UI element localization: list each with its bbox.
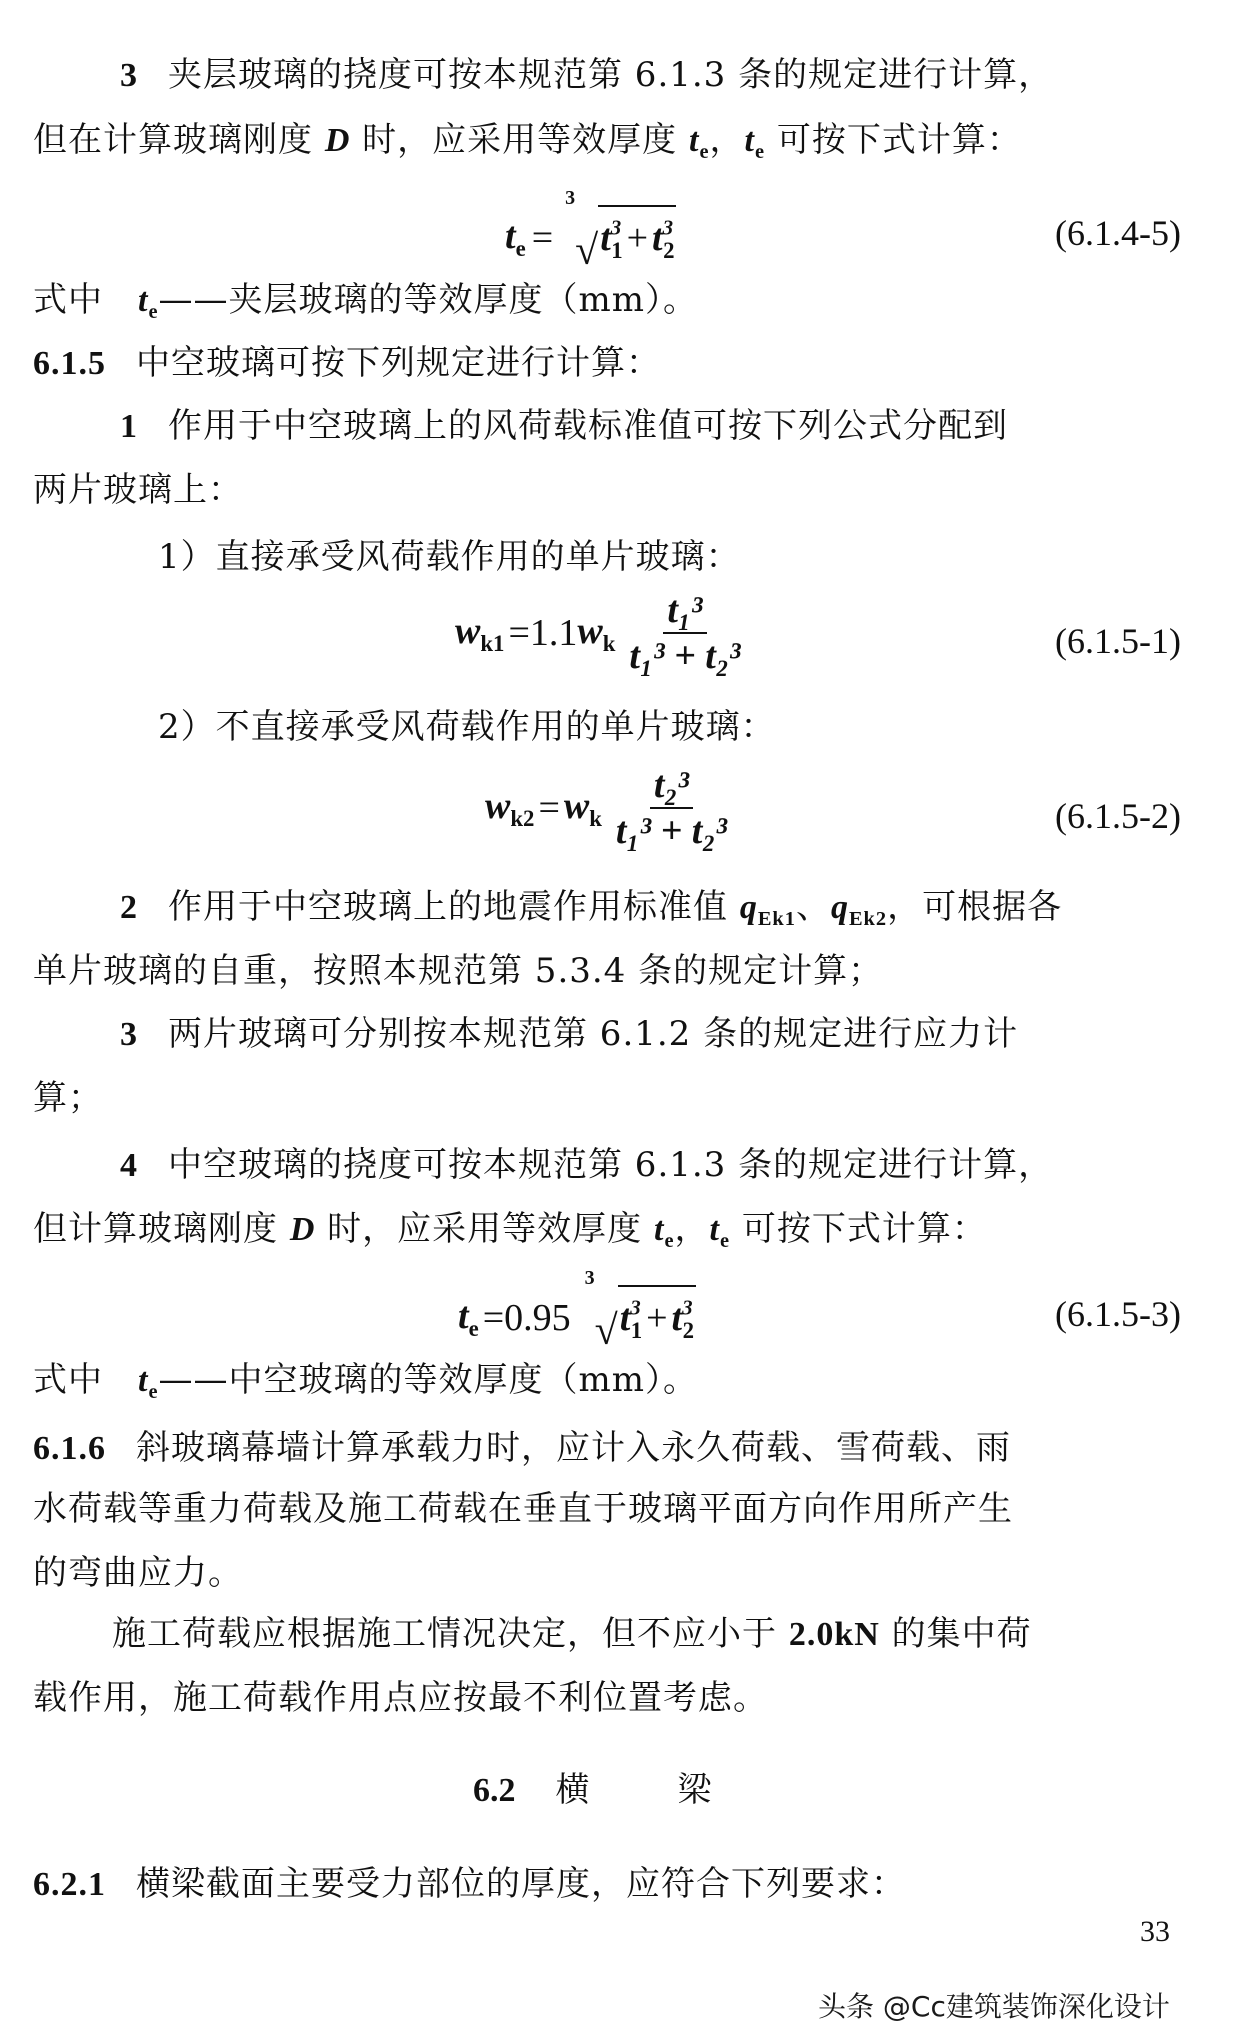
clause-number: 6.1.5	[33, 345, 106, 382]
equation-number: (6.1.5-3)	[1055, 1294, 1181, 1334]
text-segment: 但在计算玻璃刚度	[33, 120, 325, 160]
sub-item-1: 1）直接承受风荷载作用的单片玻璃：	[158, 537, 741, 577]
symbol-D: D	[324, 122, 351, 159]
equation-number: (6.1.5-2)	[1055, 796, 1181, 836]
paragraph-line: 但计算玻璃刚度 D 时，应采用等效厚度 $t_e$，$t_e$ 可按下式计算：	[33, 1209, 987, 1253]
clause-6-1-4-item-3	[120, 55, 1053, 96]
sub-item-2: 2）不直接承受风荷载作用的单片玻璃：	[158, 707, 776, 747]
fraction	[612, 765, 731, 851]
clause-6-1-5-item-4: 4 中空玻璃的挠度可按本规范第 6.1.3 条的规定进行计算，	[120, 1145, 1054, 1185]
section-heading-6-2: 6.2 横 梁	[473, 1770, 712, 1810]
symbol-te: $t_e$	[689, 122, 710, 164]
paragraph-line: 两片玻璃上：	[33, 470, 243, 510]
item-number: 3	[120, 57, 138, 94]
paragraph-line	[33, 120, 1022, 172]
numerator: t₁³	[663, 590, 706, 634]
root-index: 3	[565, 187, 576, 209]
clause-6-1-5-item-2: 2 作用于中空玻璃上的地震作用标准值 $q_{Ek1}$、$q_{Ek2}$，可根据各	[120, 887, 1063, 931]
paragraph-line: 载作用，施工荷载作用点应按最不利位置考虑。	[33, 1678, 768, 1718]
equals-coefficient: =1.1	[508, 612, 578, 654]
watermark: 头条 @Cc建筑装饰深化设计	[818, 1990, 1170, 2023]
formula-6-1-5-1: $w_{k1}$ =1.1 $w_k$ $\frac{\text{t₁³}}{\text{t₁³ + t₂³}}$	[455, 590, 744, 676]
cube-root	[565, 187, 676, 274]
fraction	[625, 590, 744, 676]
radical-sign-icon: √	[594, 1307, 618, 1354]
text-segment: 时，应采用等效厚度	[350, 120, 689, 160]
equation-number: (6.1.5-1)	[1055, 621, 1181, 661]
denominator: t₁³ + t₂³	[629, 635, 741, 677]
cube-root: 3 √ $t^3_1 + t^3_2$	[584, 1267, 694, 1354]
formula-6-1-5-3: $t_e$ =0.95 3 √ $t^3_1 + t^3_2$	[458, 1267, 694, 1354]
formula-lhs: $t_e$	[505, 214, 526, 261]
numerator: t₂³	[650, 765, 693, 809]
separator: ，	[709, 120, 745, 160]
paragraph-construction-load: 施工荷载应根据施工情况决定，但不应小于 2.0kN 的集中荷	[112, 1614, 1032, 1654]
page-number: 33	[1140, 1915, 1170, 1948]
symbol-te: $t_e$	[744, 122, 766, 164]
clause-6-1-5-item-1	[120, 406, 1008, 447]
item-number: 1	[120, 408, 138, 445]
symbol-definition: 式中 $t_e——$夹层玻璃的等效厚度（mm）。	[33, 280, 698, 324]
paragraph-line: 水荷载等重力荷载及施工荷载在垂直于玻璃平面方向作用所产生	[33, 1489, 1013, 1529]
paragraph-line: 算；	[33, 1078, 103, 1118]
formula-6-1-5-2: $w_{k2}$ = $w_k$ $\frac{\text{t₂³}}{\text{t₁³ + t₂³}}$	[485, 765, 731, 851]
radical-sign-icon: √	[575, 227, 599, 274]
clause-6-2-1: 6.2.1 横梁截面主要受力部位的厚度，应符合下列要求：	[33, 1864, 906, 1904]
clause-6-1-5	[33, 343, 661, 384]
paragraph-text: 作用于中空玻璃上的风荷载标准值可按下列公式分配到	[168, 406, 1008, 446]
radicand: $t^3_1 + t^3_2$	[598, 205, 676, 271]
clause-6-1-5-item-3: 3 两片玻璃可分别按本规范第 6.1.2 条的规定进行应力计	[120, 1014, 1019, 1054]
equals-sign: =	[531, 216, 554, 259]
paragraph-line: 单片玻璃的自重，按照本规范第 5.3.4 条的规定计算；	[33, 951, 884, 991]
denominator: t₁³ + t₂³	[615, 810, 727, 852]
paragraph-line: 的弯曲应力。	[33, 1553, 243, 1593]
text-segment: 可按下式计算：	[765, 120, 1022, 160]
clause-6-1-6: 6.1.6 斜玻璃幕墙计算承载力时，应计入永久荷载、雪荷载、雨	[33, 1428, 1011, 1468]
equation-number: (6.1.4-5)	[1055, 213, 1181, 253]
clause-text: 中空玻璃可按下列规定进行计算：	[136, 343, 661, 383]
symbol-definition: 式中 $t_e——$中空玻璃的等效厚度（mm）。	[33, 1360, 698, 1404]
paragraph-text: 夹层玻璃的挠度可按本规范第 6.1.3 条的规定进行计算，	[168, 55, 1054, 95]
formula-6-1-4-5	[505, 187, 676, 274]
